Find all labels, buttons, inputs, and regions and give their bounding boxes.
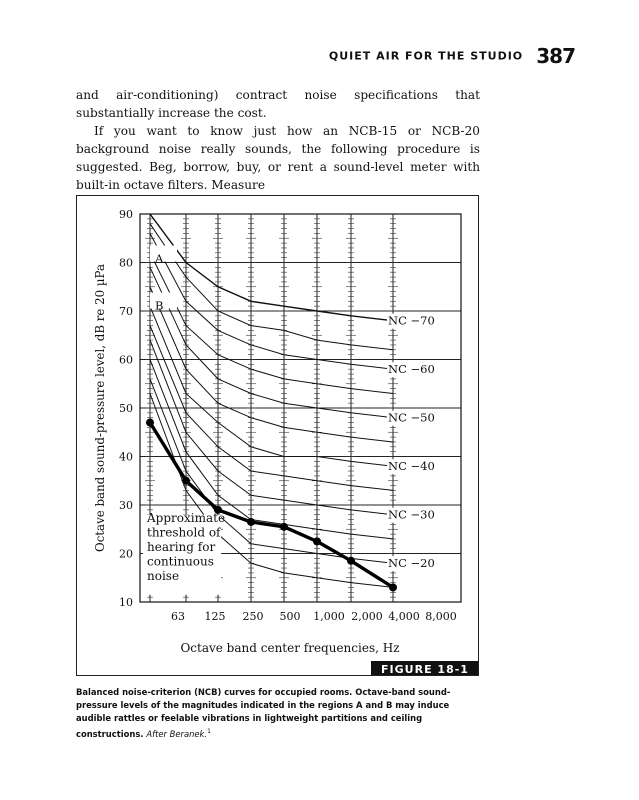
y-tick-40: 40: [119, 450, 133, 464]
x-tick-3: 500: [279, 610, 301, 623]
page-number: 387: [536, 44, 575, 68]
x-tick-6: 4,000: [388, 610, 420, 623]
threshold-label-line-4: noise: [147, 568, 180, 583]
region-a-label: A: [155, 251, 164, 266]
y-tick-60: 60: [119, 353, 133, 367]
threshold-label-line-2: hearing for: [147, 539, 216, 554]
y-tick-20: 20: [119, 547, 133, 561]
paragraph-1: and air-conditioning) contract noise specifications that substantially increase the cost.: [76, 88, 480, 120]
curve-label-6: NC −40: [388, 459, 435, 474]
threshold-point-7: [389, 583, 397, 591]
y-tick-70: 70: [119, 305, 133, 318]
figure-frame: [76, 195, 479, 676]
x-tick-0: 63: [171, 610, 185, 623]
x-tick-4: 1,000: [313, 610, 345, 623]
caption-ref: 1: [207, 728, 211, 735]
x-tick-1: 125: [204, 610, 226, 623]
y-tick-30: 30: [119, 499, 133, 512]
caption-main: Balanced noise-criterion (NCB) curves for occupied rooms. Octave-band sound-pressure levels of the magnitudes indicated in the regions A and B may induce audible rattles or feelable vibrations in lightweight partitions and ceiling constructions.: [76, 687, 451, 739]
page-header: [0, 44, 575, 68]
y-tick-50: 50: [119, 402, 133, 415]
threshold-point-3: [247, 518, 255, 526]
y-axis-label: Octave band sound-pressure level, dB re 20 µPa: [93, 264, 107, 552]
ncb-chart: [77, 196, 478, 675]
y-tick-80: 80: [119, 256, 133, 270]
threshold-label-line-3: continuous: [147, 554, 214, 569]
x-tick-7: 8,000: [425, 610, 457, 623]
y-tick-10: 10: [119, 596, 133, 609]
curve-label-2: NC −60: [388, 362, 435, 377]
figure-caption: [76, 686, 484, 741]
threshold-point-6: [347, 557, 355, 565]
y-tick-90: 90: [119, 208, 133, 221]
threshold-label-line-1: threshold of: [147, 525, 221, 540]
x-axis-label: Octave band center frequencies, Hz: [180, 641, 400, 655]
paragraph-2: If you want to know just how an NCB-15 or NCB-20 background noise really sounds, the following procedure is suggested. Beg, borrow, buy, or rent a sound-level meter with built-in octave filters. Measure: [76, 124, 480, 192]
running-title: QUIET AIR FOR THE STUDIO: [328, 49, 524, 63]
x-tick-5: 2,000: [351, 610, 383, 623]
region-b-label: B: [155, 298, 164, 313]
curve-label-0: NC −70: [388, 313, 435, 328]
threshold-point-5: [313, 537, 321, 545]
threshold-point-0: [146, 419, 154, 427]
curve-label-8: NC −30: [388, 507, 435, 522]
curve-label-10: NC −20: [388, 556, 435, 571]
x-tick-2: 250: [242, 610, 264, 623]
curve-label-4: NC −50: [388, 410, 435, 425]
threshold-point-4: [280, 523, 288, 531]
threshold-point-1: [182, 477, 190, 485]
body-text: [76, 86, 480, 194]
figure-label: FIGURE 18-1: [381, 663, 469, 675]
caption-attribution: After Beranek.: [146, 728, 208, 739]
threshold-label-line-0: Approximate: [147, 510, 226, 525]
